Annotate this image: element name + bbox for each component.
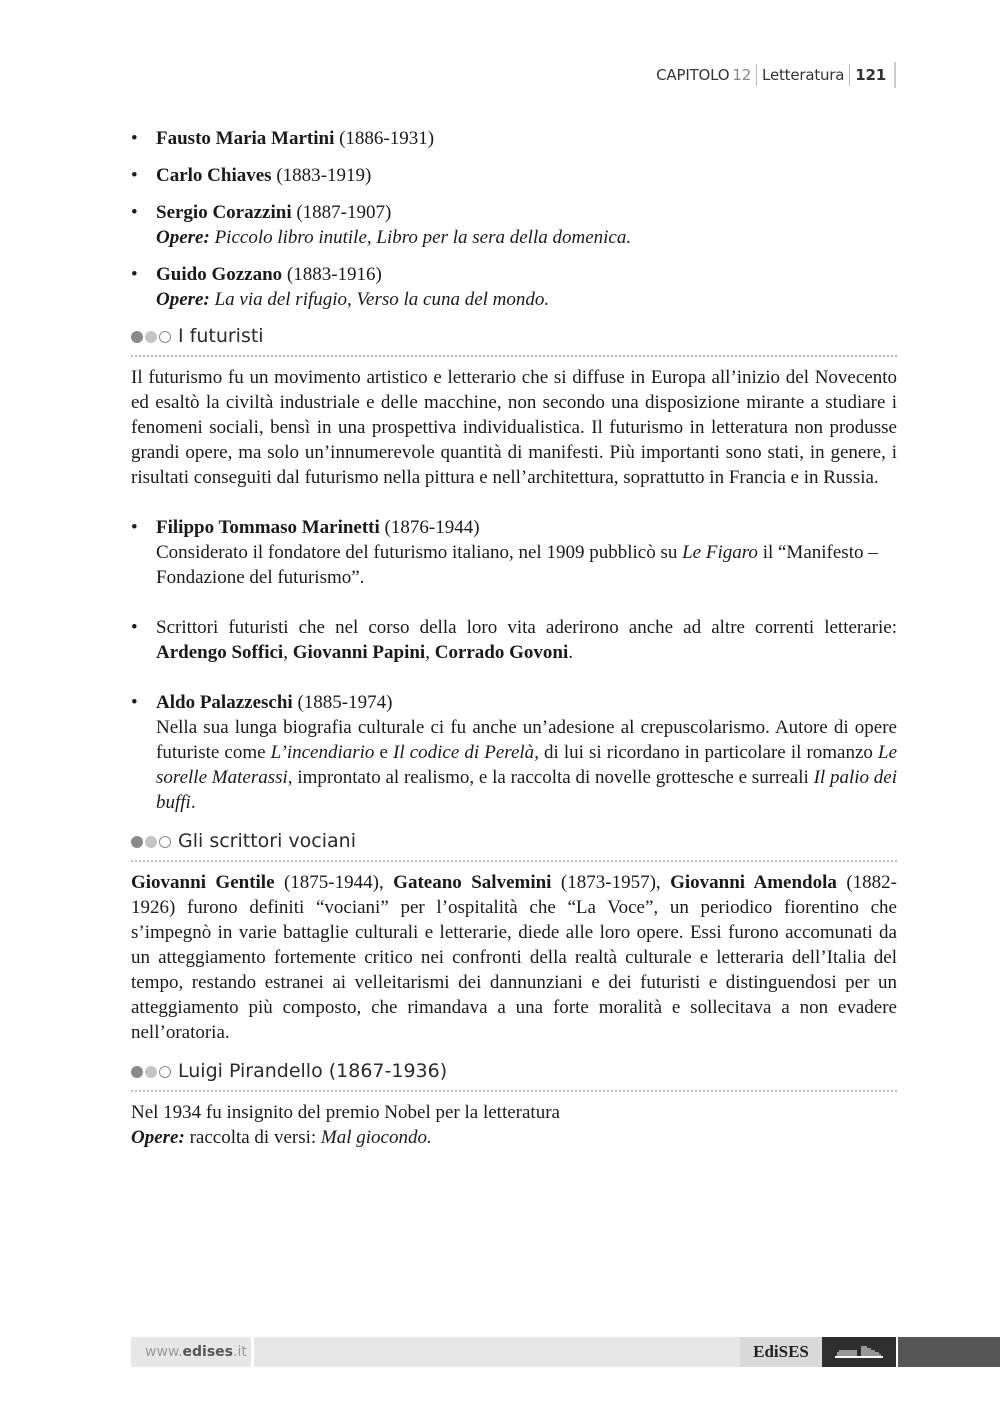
section-heading-futuristi	[131, 324, 897, 357]
list-item	[131, 615, 897, 665]
author-name: Giovanni Gentile	[131, 872, 275, 893]
crepuscolari-list	[131, 126, 897, 312]
work-title: Il palio dei buffi	[156, 767, 897, 813]
page-footer	[131, 1337, 1000, 1367]
author-years: (1883-1916)	[286, 264, 382, 285]
work-title: Mal giocondo.	[320, 1127, 432, 1148]
body-text: e	[374, 742, 394, 763]
list-item	[131, 690, 897, 815]
work-title: L’incendiario	[270, 742, 375, 763]
site-prefix: www.	[145, 1344, 183, 1360]
page-number: 121	[855, 66, 886, 84]
footer-bar	[254, 1337, 740, 1367]
section-heading-vociani	[131, 829, 897, 862]
open-book-icon	[822, 1337, 896, 1367]
author-name: Fausto Maria Martini	[156, 128, 335, 149]
body-text: (1882-1926) furono definiti “vociani” per l’ospitalità che “La Voce”, un periodico fiorentino che s’impegnò in varie battaglie culturali e letterarie, diede alle loro opere. Essi furono accomunati da un atteggiamento fortemente critico nei confronti della realtà culturale e letteraria dell’Italia del tempo, restando estranei ai velleitarismi dei dannunziani e dei futuristi e distinguendosi per un atteggiamento più composto, che rimandava a una forte moralità e sollecitava a non evadere nell’oratoria.	[131, 872, 897, 1043]
list-item	[131, 200, 897, 250]
heading-text: Luigi Pirandello (1867-1936)	[178, 1060, 448, 1082]
work-title: Il codice di Perelà	[393, 742, 535, 763]
header-tail-bar	[894, 62, 896, 88]
futuristi-intro: Il futurismo fu un movimento artistico e letterario che si diffuse in Europa all’inizio del Novecento ed esaltò la civiltà industriale e delle macchine, non secondo una disposizione mirante a studiare i fenomeni sociali, bensì in una prospettiva individualistica. Il futurismo in letteratura non produsse grandi opere, ma solo un’innumerevole quantità di manifesti. Più importanti sono stati, in genere, i risultati conseguiti dal futurismo nella pittura e nell’architettura, soprattutto in Francia e in Russia.	[131, 367, 897, 488]
body-text: Scrittori futuristi che nel corso della loro vita aderirono anche ad altre correnti letterarie:	[156, 617, 897, 638]
bullet-dots-icon	[131, 1066, 173, 1078]
chapter-label: CAPITOLO	[656, 66, 730, 84]
author-name: Corrado Govoni	[434, 642, 569, 663]
list-item	[131, 126, 897, 151]
futuristi-list	[131, 515, 897, 815]
opere-titles: Piccolo libro inutile, Libro per la sera della domenica.	[214, 227, 632, 248]
body-text: Nella sua lunga biografia culturale ci fu anche un’adesione al crepuscolarismo. Autore di opere futuriste come	[156, 717, 897, 763]
list-item	[131, 515, 897, 590]
body-text: , improntato al realismo, e la raccolta di novelle grottesche e surreali	[287, 767, 814, 788]
opere-titles: La via del rifugio, Verso la cuna del mondo.	[214, 289, 550, 310]
pirandello-paragraph	[131, 1100, 897, 1150]
body-text: , di lui si ricordano in particolare il romanzo	[534, 742, 879, 763]
body-text: Considerato il fondatore del futurismo italiano, nel 1909 pubblicò su	[156, 542, 683, 563]
author-name: Sergio Corazzini	[156, 202, 292, 223]
author-years: (1886-1931)	[339, 128, 435, 149]
author-name: Guido Gozzano	[156, 264, 283, 285]
author-years: (1875-1944),	[274, 872, 394, 893]
journal-title: Le Figaro	[682, 542, 758, 563]
bullet-dots-icon	[131, 331, 173, 343]
separator: ,	[425, 642, 435, 663]
author-years: (1873-1957),	[551, 872, 671, 893]
header-divider	[849, 64, 850, 86]
author-name: Carlo Chiaves	[156, 165, 272, 186]
author-name: Giovanni Papini	[292, 642, 426, 663]
body-text: Nel 1934 fu insignito del premio Nobel per la letteratura	[131, 1102, 560, 1123]
author-years: (1887-1907)	[296, 202, 392, 223]
body-text: .	[190, 792, 196, 813]
opere-label: Opere:	[156, 227, 210, 248]
heading-text: I futuristi	[178, 325, 264, 347]
author-years: (1885-1974)	[297, 692, 393, 713]
author-name: Giovanni Amendola	[670, 872, 837, 893]
header-divider	[756, 64, 757, 86]
separator: ,	[283, 642, 293, 663]
author-name: Gateano Salvemini	[393, 872, 552, 893]
bullet-dots-icon	[131, 836, 173, 848]
publisher-logo: EdiSES	[740, 1337, 822, 1367]
author-name: Aldo Palazzeschi	[156, 692, 293, 713]
page-body	[131, 126, 897, 1150]
section-heading-pirandello	[131, 1059, 897, 1092]
site-suffix: .it	[233, 1344, 247, 1360]
author-years: (1883-1919)	[276, 165, 372, 186]
separator: .	[568, 642, 573, 663]
author-years: (1876-1944)	[384, 517, 480, 538]
body-text: il “Manifesto – Fondazione del futurismo”.	[156, 542, 878, 588]
list-item	[131, 262, 897, 312]
website-link[interactable]	[131, 1337, 251, 1367]
author-name: Ardengo Soffici	[156, 642, 284, 663]
running-header	[656, 62, 896, 88]
chapter-number: 12	[732, 66, 752, 84]
heading-text: Gli scrittori vociani	[178, 830, 356, 852]
work-title: Le sorelle Materassi	[156, 742, 898, 788]
site-brand: edises	[182, 1344, 233, 1360]
body-text: raccolta di versi:	[184, 1127, 321, 1148]
opere-label: Opere:	[156, 289, 210, 310]
section-title: Letteratura	[762, 66, 845, 84]
vociani-paragraph	[131, 870, 897, 1045]
author-name: Filippo Tommaso Marinetti	[156, 517, 380, 538]
opere-label: Opere:	[131, 1127, 185, 1148]
footer-dark-bar	[898, 1337, 1000, 1367]
list-item	[131, 163, 897, 188]
